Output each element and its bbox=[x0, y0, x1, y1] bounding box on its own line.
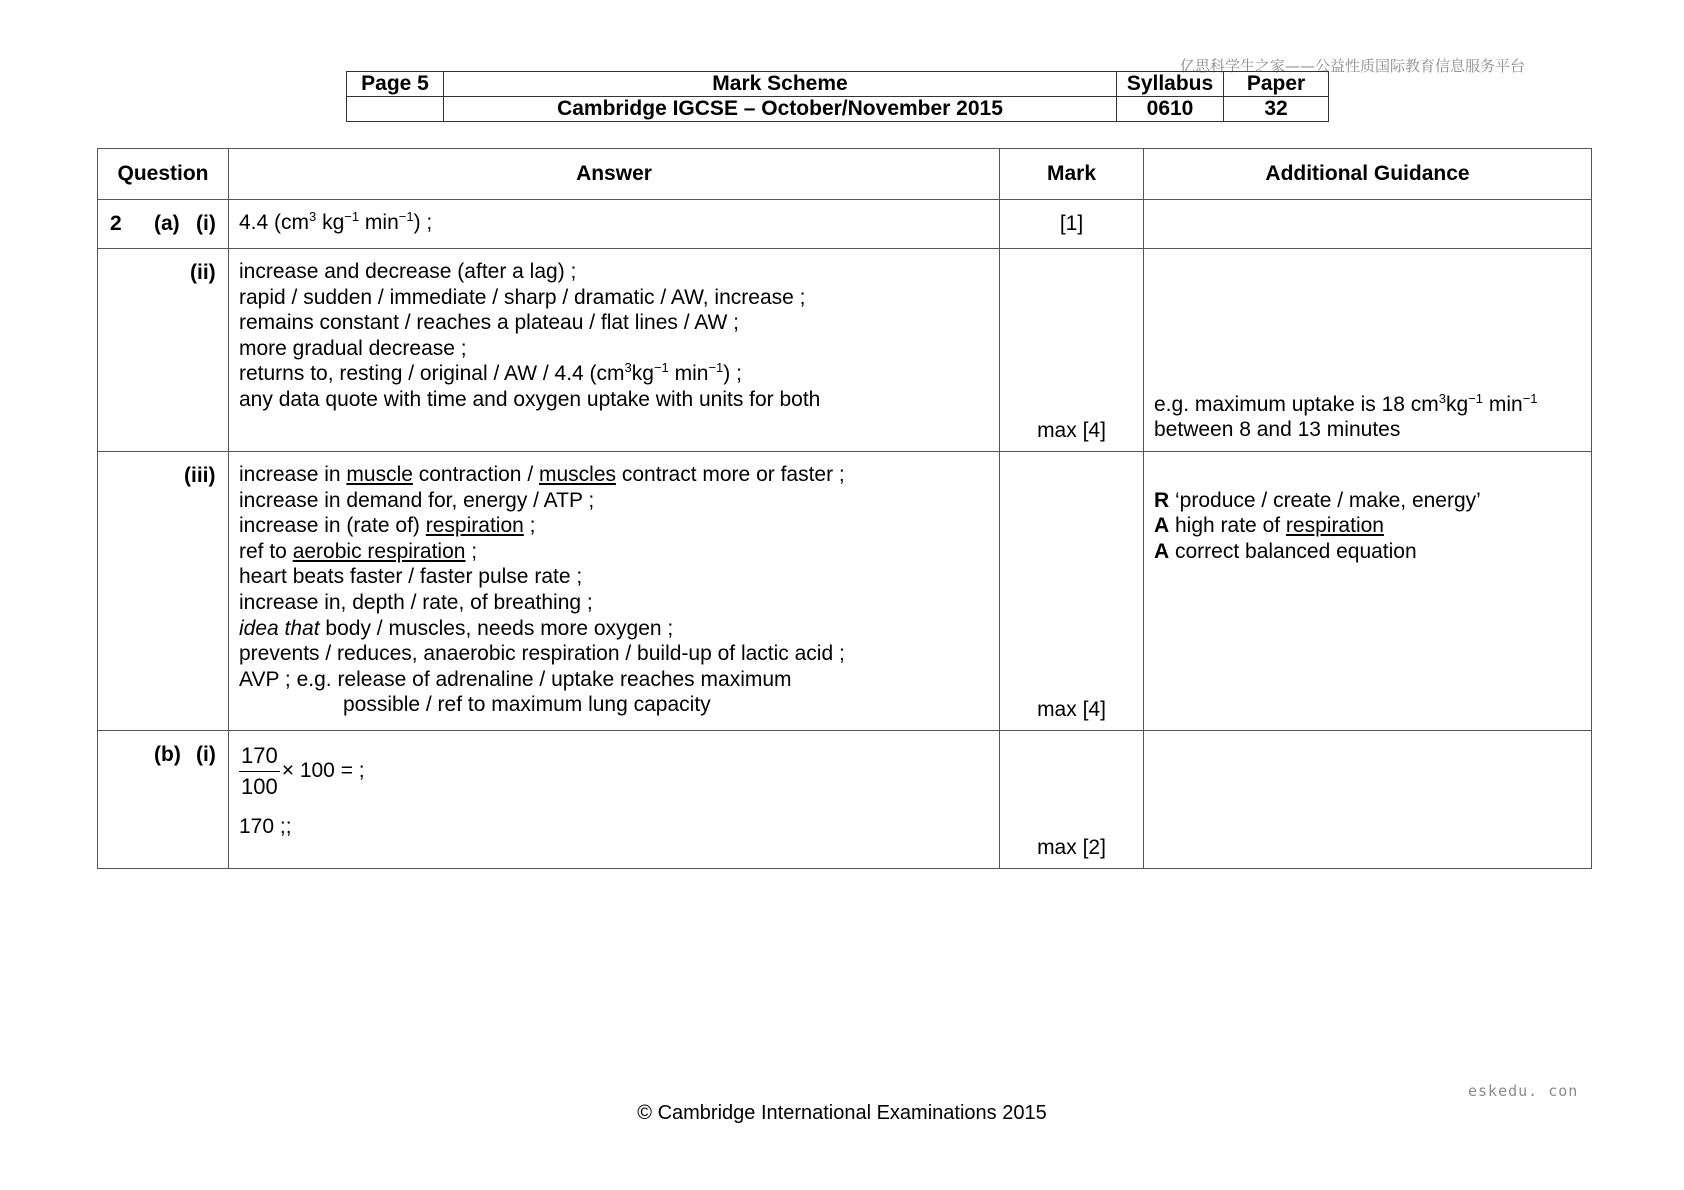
answer-line: increase in demand for, energy / ATP ; bbox=[239, 488, 595, 512]
answer-text: returns to, resting / original / AW / 4.4 (cm bbox=[239, 362, 625, 386]
mark-value: max [4] bbox=[1037, 419, 1106, 442]
answer-text-underlined: muscles bbox=[538, 463, 617, 486]
fraction-denominator: 100 bbox=[241, 774, 278, 799]
answer-line: increase and decrease (after a lag) ; bbox=[239, 260, 577, 283]
mark-cell bbox=[1000, 452, 1144, 731]
table-row bbox=[98, 731, 1592, 869]
answer-text: ; bbox=[465, 539, 478, 563]
question-cell bbox=[98, 452, 229, 731]
header-table bbox=[346, 71, 1329, 122]
answer-text: body / muscles, needs more oxygen ; bbox=[319, 616, 674, 640]
fraction-numerator: 170 bbox=[239, 741, 280, 772]
guidance-code: R bbox=[1154, 488, 1170, 512]
superscript: −1 bbox=[344, 209, 360, 224]
answer-line: heart beats faster / faster pulse rate ; bbox=[239, 565, 583, 589]
superscript: 3 bbox=[309, 209, 317, 224]
col-header-answer: Answer bbox=[229, 149, 1000, 200]
guidance-block bbox=[1154, 392, 1538, 443]
answer-text: increase in bbox=[239, 463, 347, 486]
guidance-line bbox=[1154, 539, 1581, 565]
header-subtitle: Cambridge IGCSE – October/November 2015 bbox=[444, 97, 1117, 122]
header-paper: 32 bbox=[1224, 97, 1329, 122]
answer-line: prevents / reduces, anaerobic respiration / build-up of lactic acid ; bbox=[239, 642, 845, 666]
answer-line: 170 ;; bbox=[239, 815, 292, 838]
answer-text: × 100 = ; bbox=[281, 759, 365, 783]
answer-text-underlined: muscle bbox=[346, 463, 413, 486]
table-row bbox=[98, 452, 1592, 731]
answer-text: ; bbox=[523, 514, 536, 538]
header-paper-label: Paper bbox=[1224, 72, 1329, 97]
superscript: 3 bbox=[624, 360, 632, 376]
question-part: (a) bbox=[154, 212, 180, 235]
question-cell bbox=[98, 249, 229, 452]
table-row bbox=[98, 249, 1592, 452]
superscript: −1 bbox=[1468, 390, 1484, 406]
answer-cell bbox=[229, 249, 1000, 452]
answer-cell bbox=[229, 731, 1000, 869]
guidance-text: ‘produce / create / make, energy’ bbox=[1169, 488, 1481, 512]
question-part: (b) bbox=[154, 743, 181, 766]
answer-text: ref to bbox=[239, 539, 293, 563]
guidance-text: min bbox=[1483, 392, 1523, 416]
answer-line: possible / ref to maximum lung capacity bbox=[343, 693, 711, 717]
guidance-line bbox=[1154, 392, 1538, 418]
superscript: −1 bbox=[398, 209, 414, 224]
table-header-row bbox=[98, 149, 1592, 200]
guidance-text: high rate of bbox=[1169, 514, 1286, 538]
superscript: −1 bbox=[653, 360, 669, 376]
mark-value: max [2] bbox=[1037, 836, 1106, 859]
col-header-guidance: Additional Guidance bbox=[1144, 149, 1592, 200]
answer-text: contract more or faster ; bbox=[616, 463, 845, 486]
guidance-line: between 8 and 13 minutes bbox=[1154, 418, 1401, 442]
col-header-question: Question bbox=[98, 149, 229, 200]
question-cell bbox=[98, 200, 229, 249]
guidance-line bbox=[1154, 513, 1581, 539]
mark-cell bbox=[1000, 731, 1144, 869]
guidance-cell bbox=[1144, 200, 1592, 249]
answer-line bbox=[239, 616, 989, 642]
answer-text: min bbox=[668, 362, 709, 386]
answer-text: min bbox=[359, 211, 399, 234]
guidance-cell bbox=[1144, 731, 1592, 869]
answer-text: 4.4 (cm bbox=[239, 211, 310, 234]
guidance-cell bbox=[1144, 249, 1592, 452]
question-cell bbox=[98, 731, 229, 869]
header-syllabus: 0610 bbox=[1117, 97, 1224, 122]
footer-copyright: © Cambridge International Examinations 2015 bbox=[637, 1102, 1047, 1124]
answer-line: increase in, depth / rate, of breathing ; bbox=[239, 590, 593, 614]
header-title: Mark Scheme bbox=[444, 72, 1117, 97]
guidance-line bbox=[1154, 488, 1581, 514]
watermark-top: 亿思科学生之家——公益性质国际教育信息服务平台 bbox=[1180, 57, 1526, 75]
answer-line: any data quote with time and oxygen uptake with units for both bbox=[239, 387, 821, 411]
answer-line bbox=[239, 539, 989, 565]
answer-line: AVP ; e.g. release of adrenaline / uptake reaches maximum bbox=[239, 667, 792, 691]
mark-scheme-table bbox=[97, 148, 1592, 869]
superscript: 3 bbox=[1438, 390, 1447, 406]
header-page: Page 5 bbox=[347, 72, 444, 97]
header-syllabus-label: Syllabus bbox=[1117, 72, 1224, 97]
question-number: 2 bbox=[110, 212, 122, 235]
guidance-text-underlined: respiration bbox=[1285, 514, 1384, 538]
answer-text: ) ; bbox=[413, 211, 433, 234]
guidance-code: A bbox=[1154, 539, 1170, 563]
answer-text: ) ; bbox=[723, 362, 742, 386]
guidance-text: kg bbox=[1446, 392, 1469, 416]
guidance-text: e.g. maximum uptake is 18 cm bbox=[1154, 392, 1439, 416]
table-row bbox=[98, 200, 1592, 249]
answer-line: rapid / sudden / immediate / sharp / dramatic / AW, increase ; bbox=[239, 285, 806, 309]
answer-cell bbox=[229, 200, 1000, 249]
answer-text: increase in (rate of) bbox=[239, 514, 426, 538]
superscript: −1 bbox=[1522, 390, 1538, 406]
guidance-text: correct balanced equation bbox=[1169, 539, 1417, 563]
answer-line bbox=[239, 741, 989, 802]
fraction bbox=[239, 741, 280, 802]
answer-text: kg bbox=[631, 362, 654, 386]
answer-line bbox=[239, 361, 989, 387]
superscript: −1 bbox=[708, 360, 724, 376]
question-sub: (iii) bbox=[184, 464, 216, 487]
answer-line bbox=[239, 462, 989, 488]
mark-cell bbox=[1000, 249, 1144, 452]
answer-text-underlined: respiration bbox=[425, 514, 524, 538]
watermark-bottom: eskedu. con bbox=[1468, 1082, 1579, 1100]
answer-text-underlined: aerobic respiration bbox=[292, 539, 466, 563]
guidance-code: A bbox=[1154, 514, 1170, 538]
answer-text: contraction / bbox=[412, 463, 539, 486]
answer-text-italic: idea that bbox=[239, 616, 320, 640]
answer-line: more gradual decrease ; bbox=[239, 336, 467, 360]
col-header-mark: Mark bbox=[1000, 149, 1144, 200]
answer-cell bbox=[229, 452, 1000, 731]
guidance-spacer bbox=[1154, 462, 1581, 488]
header-empty bbox=[347, 97, 444, 122]
question-sub: (ii) bbox=[190, 261, 216, 284]
answer-text: kg bbox=[316, 211, 345, 234]
question-sub: (i) bbox=[196, 743, 216, 766]
answer-line bbox=[239, 513, 989, 539]
question-sub: (i) bbox=[196, 212, 216, 235]
answer-line: remains constant / reaches a plateau / flat lines / AW ; bbox=[239, 311, 739, 335]
mark-cell: [1] bbox=[1000, 200, 1144, 249]
guidance-cell bbox=[1144, 452, 1592, 731]
mark-value: max [4] bbox=[1037, 698, 1106, 721]
